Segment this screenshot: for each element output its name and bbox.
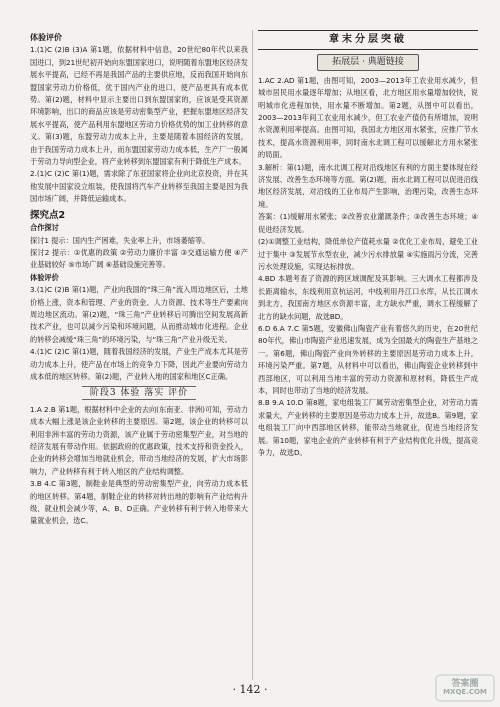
right-answer-8-10: 8.B 9.A 10.D 第8题，家电组装工厂属劳动密集型企业，对劳动力需求量大，产业转移的主要原因是劳动力成本上升，故选B。第9题，家电组装工厂向中西部地区转移，能带动当地就业，促进当地经济发展。第10题，家电企业的产业转移有利于产业结构优化升级，提高竞争力，故选D。 [258,398,478,457]
right-column [258,30,478,459]
watermark-line2: MXQE.COM [443,688,487,696]
chapter-title: 章末分层突破 [258,30,478,50]
subheading-cooperative: 合作探讨 [30,223,59,233]
left-column [30,30,248,528]
answer-1: 1.(1)C (2)B (3)A 第1题，依据材料中信息，20世纪80年代以来我国进口，到21世纪初开始向东盟国家进口，说明随着东盟地区经济发展水平提高，已经不再是我国产品的主要供应地，反而我国开始向东盟国家劳动力价格低，优于国内产业的进口，使产品更具有成本优势。第(2)题，材料中显示主要出口到东盟国家的，应该是受其资源环境影响，出口的商品应该是劳动密集型产业，把握东盟地区经济发展水平提高，使产品利用东盟地区劳动力价格优势的加工业转移的意义。第(3)题，东盟劳动力成本上升，主要是随着本国经济的发展，由于我国劳动力成本上升，而东盟国家劳动力成本低，生产厂一般属于劳动力导向型企业，将产业转移到东盟国家有利于降低生产成本。 [30,45,248,167]
right-answer-3-key-1: 答案：(1)缓解用水紧张；②改善农业灌溉条件；③改善生态环境；④促进经济发展。 [258,212,478,234]
answer-stage-1-2: 1.A 2.B 第1题，根据材料中企业的去向(东南亚、非洲)可知，劳动力成本大幅上涨是该企业转移的主要原因。第2题，该企业的转移可以利用非洲丰富的劳动力资源，该产业属于劳动密集型产业，对当地的经济发展有带动作用。依据政府的优惠政策，技术支持和资金投入，企业的转移会增加当地就业机会，带动当地经济的发展，扩大市场影响力，产业转移有利于转入地区的产业结构调整。 [30,404,249,476]
probe-1: 探讨1 提示：国内生产困难，失业率上升，市场萎缩等。 [30,235,210,245]
watermark-logo [434,673,496,703]
heading-experience-eval: 体验评价 [30,33,62,42]
probe-2: 探讨2 提示：①优惠的政策 ②劳动力廉价丰富 ③交通运输方便 ④产业基础较好 ⑤市场广阔 ⑥基础设施完善等。 [30,247,248,270]
answer-4: 4.(1)C (2)C 第(1)题，随着我国经济的发展，产业生产成本尤其是劳动力成本上升，使产品在市场上的竞争力下降，因此产业要向劳动力成本低的地区转移。第(2)题，产业转入地的国家和地区C正确。 [30,347,248,381]
heading-probe-2: 探究点2 [30,209,66,221]
right-answer-3-key-2: (2)①调整工业结构，降低单位产值耗水量 ②优化工业布局，避免工业过于集中 ③发展节水型农业，减少污水排放量 ④实施雨污分流，完善污水处理设施，实现达标排放。 [258,237,478,271]
right-answer-1-2: 1.AC 2.AD 第1题，由图可知，2003—2013年工农业用水减少，但城市居民用水量逐年增加；从地区看，北方地区用水量增加较快，说明城市化进程加快，用水量不断增加。第2题，从图中可以看出，2003—2013年间工农业用水减少，但工农业产值仍有所增加，说明水资源利用率提高。由图可知，我国北方地区用水紧张，应推广节水技术，提高水资源利用率，同时南水北调工程可以缓解北方用水紧张的局面。 [258,75,478,160]
stage-3-banner: 阶段3 体验 落实 评价 [30,387,248,399]
extension-banner: 拓展层 · 典题链接 [258,54,478,70]
answer-3: 3.(1)C (2)B 第(1)题，产业向我国的“珠三角”流入周边地区后，土地价格上涨，资本和管理、产业的资金、人力资源、技术等生产要素向周边地区流动。第(2)题，“珠三角”产业转移后可腾出空间发展高新技术产业，也可以减少污染和环境问题，从而推动城市化进程。企业的转移会减缓“珠三角”的环境污染，与“珠三角”产业升级无关。 [30,285,248,344]
watermark-line1: 答案圈 [451,679,479,689]
right-answer-3: 3.解析：第(1)题，南水北调工程对沿线地区有利的方面主要体现在经济发展、改善生态环境等方面。第(2)题，南水北调工程可以促进沿线地区经济发展，对沿线的工业布局产生影响，治理污染，改善生态环境。 [258,162,478,209]
column-divider [252,30,253,680]
page-number: · 142 · [232,683,268,696]
right-answer-4: 4.BD 本题考查了资源的跨区域调配及其影响。三大调水工程都涉及长距离输水，东线利用京杭运河，中线利用丹江口水库，从长江调水到北方，我国南方地区水资源丰富，北方缺水严重，调水工程缓解了北方的缺水问题，故选BD。 [258,274,478,321]
answer-2: 2.(1)C (2)C 第(1)题，需求除了东亚国家将企业向北京投资，并在其他发展中国家设立组装，使我国将汽车产业转移至我国主要是因为我国市场广阔，并降低运输成本。 [30,169,248,204]
right-answer-5-7: 6.D 6.A 7.C 第5题，安徽佛山陶瓷产业有着悠久的历史，在20世纪80年代，佛山市陶瓷产业迅速发展，成为全国最大的陶瓷生产基地之一。第6题，佛山陶瓷产业向外转移的主要原因是劳动力成本上升，环境污染严重。第7题，从材料中可以看出，佛山陶瓷企业转移到中西部地区，可以利用当地丰富的劳动力资源和原材料，降低生产成本，同时也带动了当地的经济发展。 [258,323,478,395]
subheading-eval: 体验评价 [30,272,59,282]
answer-stage-3-4: 3.B 4.C 第3题，制鞋业是典型的劳动密集型产业，向劳动力成本低的地区转移。第4题，制鞋企业的转移对转出地的影响有产业结构升级、就业机会减少等，A、B、D正确。产业转移有利于转入地带来大量就业机会，选C。 [30,479,248,526]
